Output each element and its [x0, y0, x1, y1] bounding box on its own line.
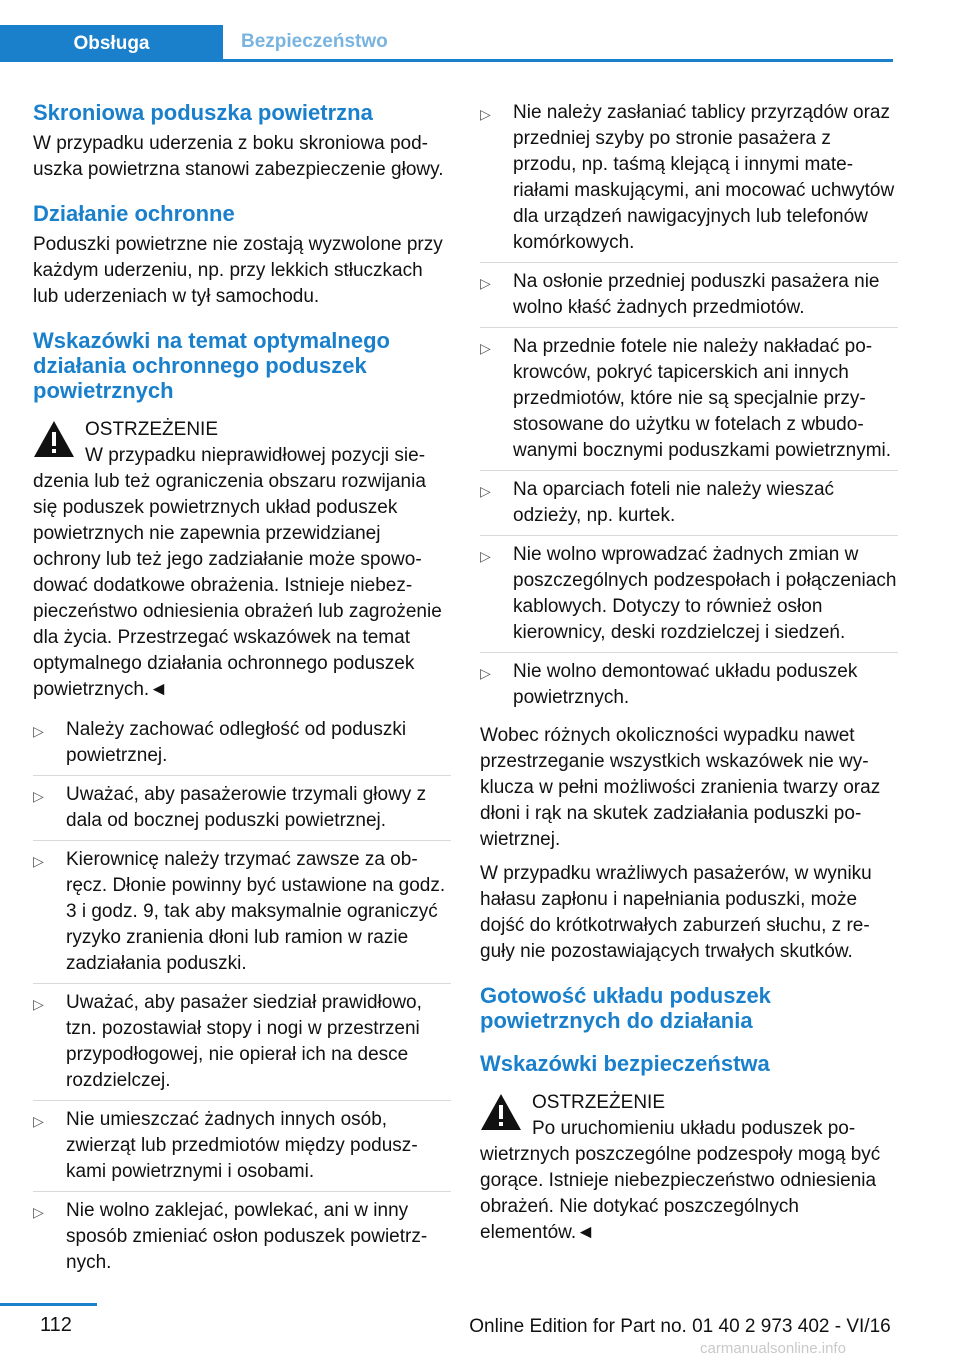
warning-triangle-icon — [33, 419, 75, 459]
section-text-dzialanie: Poduszki powietrzne nie zostają wyzwolone przy każdym uderzeniu, np. przy lekkich stłuczkach lub uderzeniach w tył samochodu. — [33, 234, 443, 307]
triangle-bullet-icon: ▷ — [480, 275, 491, 291]
triangle-bullet-icon: ▷ — [33, 1204, 44, 1220]
triangle-bullet-icon: ▷ — [33, 788, 44, 804]
header-tabs — [0, 25, 893, 62]
list-item: ▷ Nie należy zasłaniać tablicy przyrządów oraz przedniej szyby po stronie pasażera z przodu, np. taśmą klejącą i innymi materiałami maskującymi, ani mocować uchwytów dla urządzeń nawigacyjnych lub telefonów komórkowych. — [480, 100, 898, 263]
section-text-skroniowa: W przypadku uderzenia z boku skroniowa poduszka powietrzna stanowi zabezpieczenie głowy. — [33, 133, 444, 180]
paragraph-wobec: Wobec różnych okoliczności wypadku nawet przestrzeganie wszystkich wskazówek nie wyklucza w pełni możliwości zranienia twarzy oraz dłoni i rąk na skutek zadziałania poduszki powietrznej. — [480, 725, 881, 850]
tab-obsluga[interactable]: Obsługa — [0, 25, 223, 62]
list-item: ▷ Na osłonie przedniej poduszki pasażera nie wolno kłaść żadnych przedmiotów. — [480, 269, 898, 328]
triangle-bullet-icon: ▷ — [33, 1113, 44, 1129]
warning-title: OSTRZEŻENIE — [85, 419, 219, 440]
left-column — [33, 100, 451, 1288]
bullet-list-right — [480, 100, 898, 717]
page-number: 112 — [40, 1314, 72, 1336]
warning-text: W przypadku nieprawidłowej pozycji siedzenia lub też ograniczenia obszaru rozwijania się poduszek powietrznych układ poduszek powietrznych nie zapewnia przewidzianej ochrony lub też jego zadziałanie może spowodować dodatkowe obrażenia. Istnieje niebezpieczeństwo odniesienia obrażeń lub zagrożenie dla życia. Przestrzegać wskazówek na temat optymalnego działania ochronnego poduszek powietrznych.◄ — [33, 445, 442, 700]
list-item: ▷ Nie umieszczać żadnych innych osób, zwierząt lub przedmiotów między poduszkami powietrznymi i osobami. — [33, 1107, 451, 1192]
list-item: ▷ Nie wolno zaklejać, powlekać, ani w inny sposób zmieniać osłon poduszek powietrznych. — [33, 1200, 428, 1273]
triangle-bullet-icon: ▷ — [480, 340, 491, 356]
list-item: ▷ Na przednie fotele nie należy nakładać pokrowców, pokryć tapicerskich ani innych przedmiotów, które nie są specjalnie przystosowane do użytku w fotelach z wbudowanymi bocznymi poduszkami powietrznymi. — [480, 334, 898, 471]
list-item: ▷ Należy zachować odległość od poduszki powietrznej. — [33, 717, 451, 776]
list-item: ▷ Uważać, aby pasażerowie trzymali głowy z dala od bocznej poduszki powietrznej. — [33, 782, 451, 841]
list-item: ▷ Uważać, aby pasażer siedział prawidłowo, tzn. pozostawiał stopy i nogi w przestrzeni przypodłogowej, nie opierał ich na desce rozdzielczej. — [33, 990, 451, 1101]
section-title-wskazowki: Wskazówki na temat optymalnego działania ochronnego poduszek powietrznych — [33, 328, 390, 403]
bullet-list-left — [33, 717, 451, 1282]
warning-title: OSTRZEŻENIE — [532, 1092, 666, 1113]
section-title-skroniowa: Skroniowa poduszka powietrzna — [33, 100, 373, 125]
right-column — [480, 100, 898, 1260]
list-item: ▷ Na oparciach foteli nie należy wieszać odzieży, np. kurtek. — [480, 477, 898, 536]
warning-text: Po uruchomieniu układu poduszek powietrznych poszczególne podzespoły mogą być gorące. Istnieje niebezpieczeństwo odniesienia obrażeń. Nie dotykać poszczególnych elementów.◄ — [480, 1118, 881, 1243]
list-item: ▷ Nie wolno wprowadzać żadnych zmian w poszczególnych podzespołach i połączeniach kablowych. Dotyczy to również osłon kierownicy, deski rozdzielczej i siedzeń. — [480, 542, 898, 653]
list-item: ▷ Nie wolno demontować układu poduszek powietrznych. — [480, 661, 858, 708]
triangle-bullet-icon: ▷ — [33, 723, 44, 739]
section-title-bezpieczenstwo: Wskazówki bezpieczeństwa — [480, 1051, 770, 1076]
warning-triangle-icon — [480, 1092, 522, 1132]
triangle-bullet-icon: ▷ — [33, 996, 44, 1012]
triangle-bullet-icon: ▷ — [480, 483, 491, 499]
triangle-bullet-icon: ▷ — [480, 665, 491, 681]
triangle-bullet-icon: ▷ — [480, 548, 491, 564]
tab-bezpieczenstwo[interactable]: Bezpieczeństwo — [223, 25, 893, 62]
section-title-gotowosc: Gotowość układu poduszek powietrznych do działania — [480, 983, 771, 1033]
page-number-rule — [0, 1303, 97, 1306]
warning-block — [480, 1090, 898, 1246]
paragraph-wrazliwych: W przypadku wrażliwych pasażerów, w wyniku hałasu zapłonu i napełniania poduszki, może dojść do krótkotrwałych zaburzeń słuchu, z reguły nie pozostawiających trwałych skutków. — [480, 863, 872, 962]
list-item: ▷ Kierownicę należy trzymać zawsze za obręcz. Dłonie powinny być ustawione na godz. 3 i godz. 9, tak aby maksymalnie ograniczyć ryzyko zranienia dłoni lub ramion w razie zadziałania poduszki. — [33, 847, 451, 984]
watermark: carmanualsonline.info — [700, 1340, 846, 1357]
warning-block — [33, 417, 451, 703]
edition-footer: Online Edition for Part no. 01 40 2 973 402 - VI/16 — [469, 1316, 891, 1337]
triangle-bullet-icon: ▷ — [480, 106, 491, 122]
section-title-dzialanie: Działanie ochronne — [33, 201, 235, 226]
triangle-bullet-icon: ▷ — [33, 853, 44, 869]
